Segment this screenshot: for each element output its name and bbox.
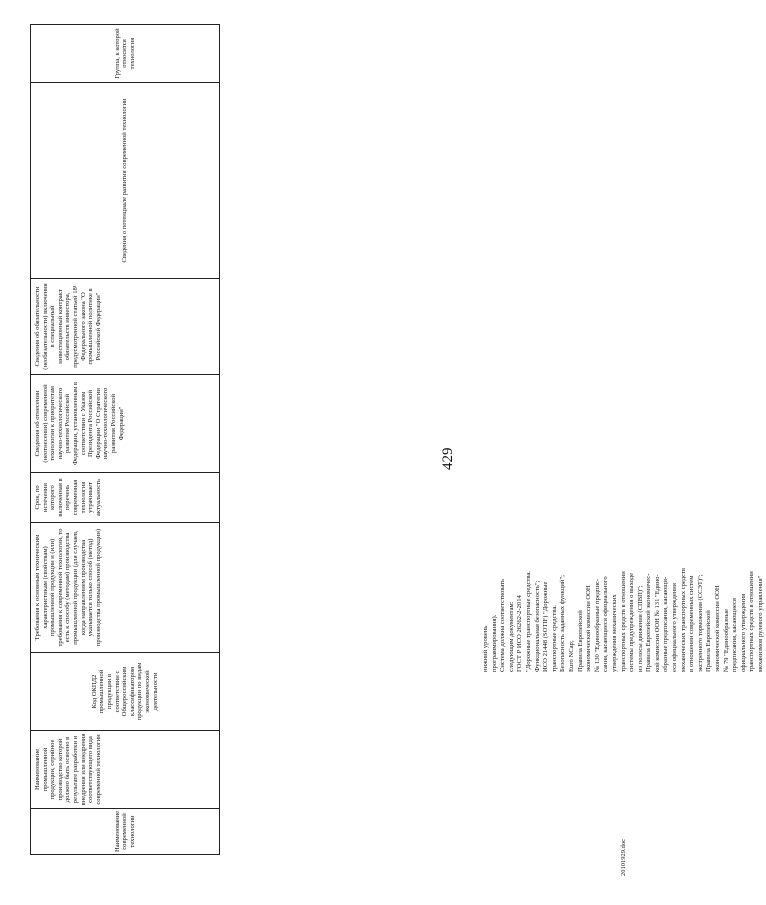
body-text-line: экстренного торможения (ССЭТ)"; (696, 574, 704, 672)
body-text-line: Безопасность заданных функций"; (559, 575, 567, 672)
body-text-line: Функциональная безопасность"; (533, 580, 541, 672)
body-text-line: № 79 "Единообразные (722, 609, 730, 672)
body-text-line: предписания, касающиеся (731, 598, 739, 672)
header-cell-okpd2-code: Код ОКПД2 промышленной продукции в соответствии с Общероссийским классификатором продукции по видам экономической деятельности (31, 653, 220, 731)
body-text-line: Правила Европейской (705, 610, 713, 672)
body-text-line: ГОСТ Р ИСО 26262-2-2014 (516, 595, 524, 672)
header-cell-potential: Сведения о потенциале развития современной технологии (31, 83, 220, 279)
body-text-line: "Дорожные транспортные средства. (524, 571, 532, 672)
body-text-line: кой комиссии ООН № 131 "Едино- (653, 574, 661, 672)
body-text-line: транспортных средств в отношении (619, 571, 627, 672)
body-text-line: утверждения механических (610, 594, 618, 672)
body-text-line: ИСО 21448 (SOTIF) "Дорожные (542, 581, 550, 672)
body-text-line: нижний уровень (482, 625, 489, 672)
body-text-line: механических транспортных средств (679, 567, 687, 672)
header-cell-term: Срок, по истечении которого включенная в перечень современная технология утрачивает актуальность (31, 473, 220, 523)
body-text-line: программирования). (490, 614, 498, 672)
body-text-line: экономической комиссии ООН (585, 585, 593, 672)
header-cell-priorities: Сведения об отнесении (неотнесении) современной технологии к приоритетам научно-технологического развития Российской Федерации, установленным в соответствии с Указом Президента Российской Федерации "О Стратегии научно-технологического развития Российской Федерации" (31, 375, 220, 473)
header-table (30, 24, 220, 855)
body-text-line: Система должна соответствовать (499, 578, 507, 672)
body-text-line: № 130 "Единообразные предпис- (593, 578, 601, 672)
body-text-line: образные предписания, касающи- (662, 576, 670, 672)
body-text-line: Euro NCap; (567, 640, 575, 672)
body-text-line: системы предупреждения о выходе (628, 572, 636, 672)
header-cell-obligation: Сведения об обязательности (необязательности) включения в специальный инвестиционный контракт обязательств инвестора, предусмотренной статьей 18¹ Федерального закона "О промышленной политике в Российской Федерации" (31, 279, 220, 375)
body-text-line: Правила Европейской экономичес- (645, 573, 653, 672)
body-text-line: транспортных средств в отношении (748, 571, 756, 672)
header-cell-technology-name: Наименование современной технологии (31, 809, 220, 855)
body-text-line: сания, касающиеся официального (602, 576, 610, 672)
body-text-line: из полосы движения (СПВП)"; (636, 585, 644, 672)
header-cell-product-name: Наименование промышленной продукции, серийное производство которой должно быть освоено в результате разработки и внедрения или внедрения соответствующего вида современной технологии (31, 731, 220, 809)
header-cell-requirements: Требования к основным техническим характеристикам (свойствам) промышленной продукции и (или) требования к современной технологии, то есть к способу (методам) производства промышленной продукции (для случаев, когда направлением производства указывается только способ (метод) производства промышленной продукции) (31, 523, 220, 653)
body-text-line: экономической комиссии ООН (714, 585, 722, 672)
body-text-line: Правила Европейской (576, 610, 584, 672)
requirements-body-text (482, 342, 766, 672)
body-text-line: транспортные средства. (550, 605, 558, 672)
body-text-line: в отношении современных систем (688, 575, 696, 672)
footer-filename: 20101929.doc (620, 838, 627, 876)
body-text-line: еся официального утверждения (671, 583, 679, 672)
body-text-line: следующим документам: (507, 601, 515, 672)
body-text-line: официального утверждения (739, 593, 747, 672)
header-cell-group: Группа, к которой относится технология (31, 25, 220, 83)
body-text-line: механизмов рулевого управления" (757, 575, 764, 672)
page-number: 429 (440, 447, 456, 470)
